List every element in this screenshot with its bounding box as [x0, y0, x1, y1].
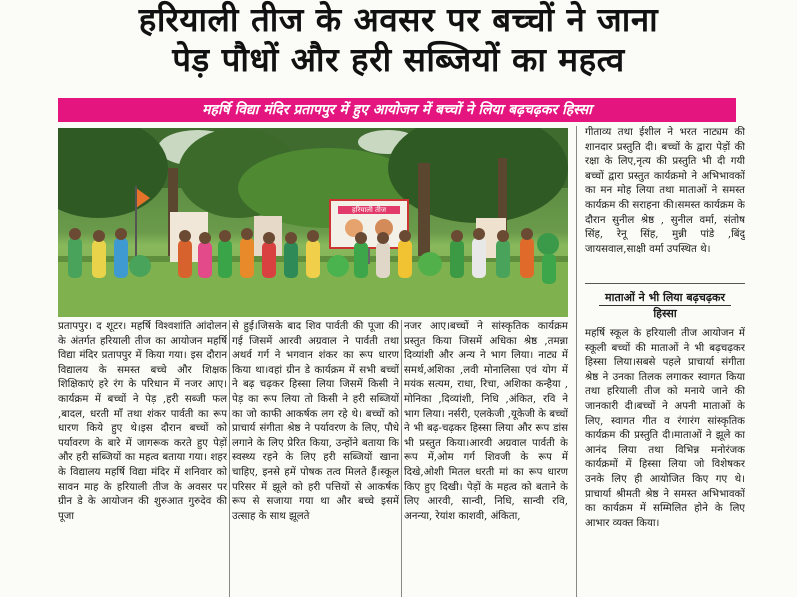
subheadline-banner: महर्षि विद्या मंदिर प्रतापपुर में हुए आयोजन में बच्चों ने लिया बढ़चढ़कर हिस्सा	[58, 98, 736, 122]
article-column-2-text: से हुई।जिसके बाद शिव पार्वती की पूजा की गई जिसमें आरवी अग्रवाल ने पार्वती तथा अथर्व गर्ग ने भगवान शंकर का रूप धारण किया था।वहां ग्रीन डे कार्यक्रम में सभी बच्चों ने बढ़ चढ़कर हिस्सा लिया जिसमें किसी ने पेड़ का रूप लिया तो किसी ने हरी सब्जियों का जो काफी आकर्षक लग रहे थे। बच्चों को प्राचार्य संगीता श्रेष्ठ ने पर्यावरण के लिए, पौधे लगाने के लिए प्रेरित किया, उन्होंने बताया कि स्वस्थ्य रहने के लिए हरी सब्जियों खाना चाहिए, इनसे हमें पोषक तत्व मिलते हैं।स्कूल परिसर में झूले को हरी पत्तियों से आकर्षक रूप से सजाया गया था और बच्चे इसमें उत्साह के साथ झूलते	[232, 321, 399, 522]
mothers-subheading-line-1: माताओं ने भी लिया बढ़चढ़कर	[599, 290, 731, 306]
article-column-4-top-text: गीताव्य तथा ईशील ने भरत नाट्यम की शानदार प्रस्तुति दी। बच्चों के द्वारा पेड़ों की रक्षा के लिए,नृत्य की प्रस्तुति भी दी गयी बच्चों द्वारा प्रस्तुत कार्यक्रमो ने अभिभावकों का मन मोह लिया तथा माताओं ने समस्त कार्यक्रम की सराहना की।समस्त कार्यक्रम के दौरान सुनील श्रेष्ठ , सुनील वर्मा, संतोष सिंह, रेनू सिंह, मुन्नी पांडे ,बिंदु जायसवाल,साक्षी वर्मा उपस्थित थे।	[585, 127, 745, 255]
headline-line-2: पेड़ पौधों और हरी सब्जियों का महत्व	[172, 40, 625, 79]
article-column-3-text: नजर आए।बच्चों ने सांस्कृतिक कार्यक्रम प्रस्तुत किया जिसमें अधिका श्रेष्ठ ,तमन्ना दिव्यांशी और अन्य ने भाग लिया। नाट्य में समर्थ,अशिका ,लवी मोनालिसा एवं योग में मयंक सत्यम, राधा, रिचा, अशिका कन्हैया , मोनिका ,दिव्यांशी, निधि ,अंकित, रवि ने भाग लिया। नर्सरी, एलकेजी ,यूकेजी के बच्चों ने भी बढ़-चढ़कर हिस्सा लिया और रूप डांस भी प्रस्तुत किया।आरवी अग्रवाल पार्वती के रूप में,ओम गर्ग शिवजी के रूप में दिखे,ओशी मितल धरती मां का रूप धारण किए हुए दिखी। पेड़ों के महत्व को बताने के लिए आरवी, सान्वी, निधि, सान्वी रवि, अनन्या, रेयांश काशवी, अंकिता,	[404, 321, 568, 522]
article-column-4-bottom	[585, 327, 745, 597]
article-column-1	[58, 320, 227, 597]
article-column-4-top	[585, 126, 745, 276]
article-column-2	[232, 320, 399, 597]
event-photo-illustration	[58, 128, 568, 317]
column-rule-3	[576, 126, 577, 597]
event-photo	[58, 128, 568, 317]
article-column-3	[404, 320, 568, 597]
mothers-subheading	[585, 290, 745, 321]
headline-line-1: हरियाली तीज के अवसर पर बच्चों ने जाना	[138, 0, 659, 39]
article-column-1-text: प्रतापपुर। द शूटर। महर्षि विश्वशांति आंदोलन के अंतर्गत हरियाली तीज का आयोजन महर्षि विद्या मंदिर प्रतापपुर में किया गया। इस दौरान विद्यालय के समस्त बच्चे और शिक्षक शिक्षिकाएं हरे रंग के परिधान में नजर आए।कार्यक्रम में बच्चों ने पेड़ ,हरी सब्जी फल ,बादल, धरती माँ तथा शंकर पार्वती का रूप धारण किये हुए थे।इस दौरान बच्चों को पर्यावरण के बारे में जागरूक करते हुए पेड़ों और हरी सब्जियों का महत्व बताया गया। शहर के विद्यालय महर्षि विद्या मंदिर में शनिवार को सावन माह के हरियाली तीज के अवसर पर ग्रीन डे के आयोजन की शुरुआत गुरुदेव की पूजा	[58, 321, 227, 522]
photo-banner-text: हरियाली तीज	[351, 206, 387, 214]
mothers-subheading-line-2: हिस्सा	[653, 307, 677, 320]
headline	[0, 0, 797, 94]
section-rule	[585, 283, 745, 284]
column-rule-1	[229, 320, 230, 597]
article-column-4-bottom-text: महर्षि स्कूल के हरियाली तीज आयोजन में स्कूली बच्चों की माताओं ने भी बढ़चढ़कर हिस्सा लिया।सबसे पहले प्राचार्या संगीता श्रेष्ठ ने उनका तिलक लगाकर स्वागत किया तथा हरियाली तीज को मनाये जाने की जानकारी दी।बच्चों ने अपनी माताओं के लिए, स्वागत गीत व रंगारंग सांस्कृतिक कार्यक्रम की प्रस्तुति दी।माताओं ने झूले का आनंद लिया तथा विभिन्न मनोरंजक कार्यक्रमों में हिस्सा लिया जो विशेषकर उनके लिए ही आयोजित किए गए थे। प्राचार्या श्रीमती श्रेष्ठ ने समस्त अभिभावकों का कार्यक्रम में सम्मिलित होने के लिए आभार व्यक्त किया।	[585, 328, 745, 529]
column-rule-2	[401, 320, 402, 597]
